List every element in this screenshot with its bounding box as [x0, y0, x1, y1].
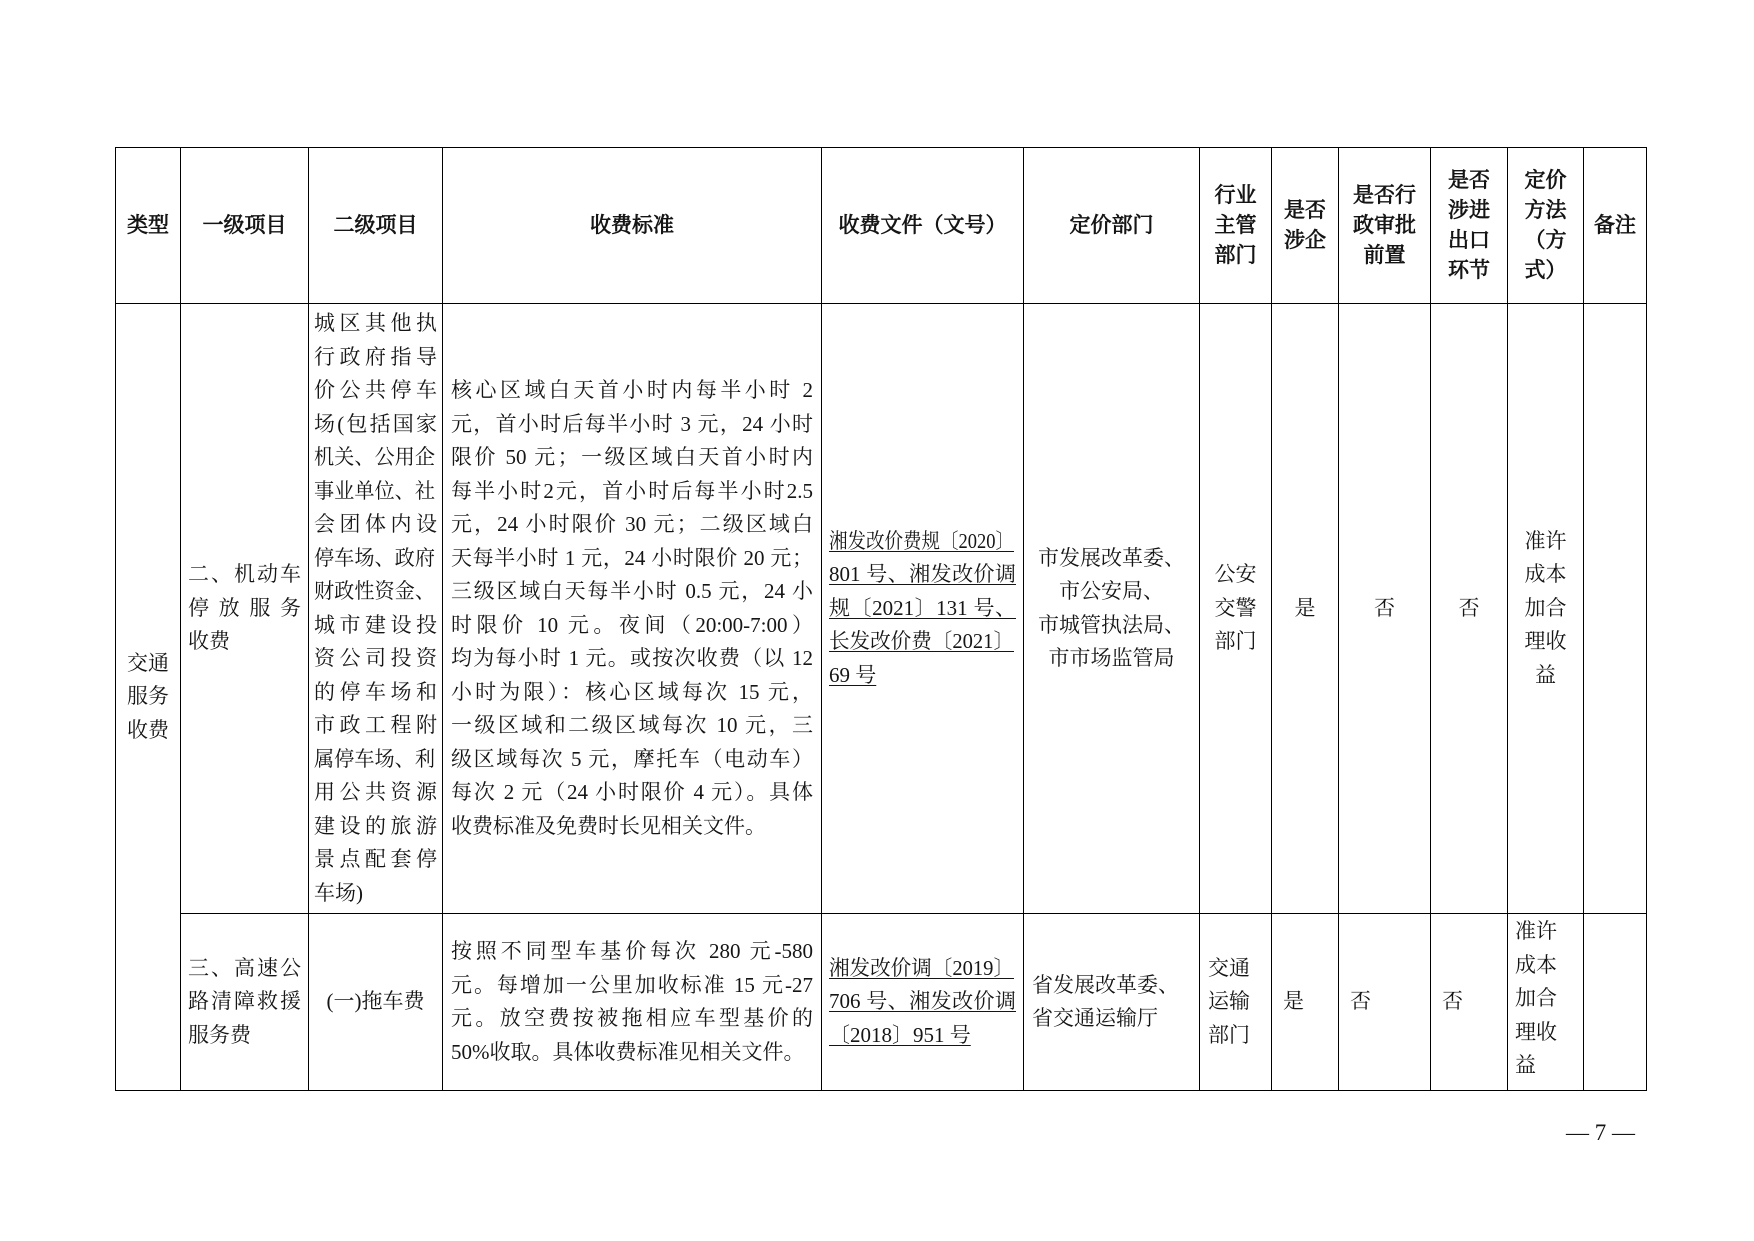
text-line: 市公安局、: [1059, 579, 1164, 603]
text-line: 收费: [127, 717, 169, 742]
text-line: 运输: [1208, 989, 1250, 1014]
text-line: 车场): [314, 880, 363, 905]
header-pricing-method: [1508, 148, 1584, 304]
text-line: 涉进: [1448, 198, 1490, 222]
text-line: 城区其他执: [314, 311, 437, 335]
row2-import-export-cell: [1431, 914, 1508, 1091]
text-line: 市城管执法局、: [1038, 612, 1185, 637]
text-line: 801 号、湘发改价调: [829, 562, 1016, 587]
text-line: 否: [1458, 595, 1480, 620]
text-line: 准许: [1515, 919, 1557, 943]
row2-standard-cell: [443, 914, 822, 1091]
text-line: [829, 952, 1016, 986]
text-line: 涉企: [1284, 228, 1326, 252]
text-line: 限价 50 元；一级区域白天首小时内: [451, 445, 813, 469]
text-line: 出口: [1448, 228, 1490, 252]
text-line: 小时为限）：核心区域每次 15 元，: [451, 679, 813, 704]
text-line: 每次 2 元（24 小时限价 4 元）。具体: [451, 780, 813, 804]
text-line: 市发展改革委、: [1038, 545, 1185, 570]
text-line-fit: 机关、公用企: [314, 445, 435, 469]
header-industry-dept: [1200, 148, 1272, 304]
row2-involves-enterprise-cell: [1272, 914, 1339, 1091]
text-line: 行业: [1214, 183, 1257, 207]
row2-pricing-dept-cell: [1024, 914, 1200, 1091]
text-line-fit: 财政性资金、: [314, 579, 435, 603]
text-line: 理收: [1524, 629, 1567, 654]
text-line-fit: 长发改价费〔2021〕: [829, 629, 1014, 654]
text-line-fit: 湘发改价费规〔2020〕: [829, 528, 1015, 553]
text-line: 公安: [1214, 562, 1257, 587]
text-line: 会团体内设: [314, 512, 437, 536]
text-line: 交通: [127, 650, 169, 675]
text-line: 交通: [1208, 955, 1250, 980]
text-line: 收费标准: [590, 213, 674, 237]
text-line: 一级区域和二级区域每次 10 元，三: [451, 713, 813, 737]
text-line: 交警: [1214, 595, 1257, 620]
text-line: 定价部门: [1069, 213, 1154, 237]
header-admin-approval: [1339, 148, 1431, 304]
text-line: 三、高速公: [188, 955, 301, 980]
row2-admin-approval-cell: [1339, 914, 1431, 1091]
text-line: 加合: [1515, 986, 1557, 1010]
text-line: 停放服务: [188, 595, 301, 620]
header-fee-standard: [443, 148, 822, 304]
text-line: 理收: [1515, 1019, 1557, 1044]
text-line: 元。放空费按被拖相应车型基价的: [451, 1006, 813, 1030]
text-line: 行政府指导: [314, 344, 437, 369]
row1-remarks-cell: [1584, 304, 1647, 914]
row1-standard-cell: [443, 304, 822, 914]
text-line: 政审批: [1353, 213, 1416, 237]
text-line: 用公共资源: [314, 780, 437, 804]
text-line: 备注: [1594, 213, 1636, 237]
header-involves-enterprise: [1272, 148, 1339, 304]
text-line: 是: [1294, 595, 1316, 620]
header-level2-item: [309, 148, 443, 304]
text-line: 部门: [1208, 1022, 1250, 1047]
text-line: 益: [1515, 1053, 1536, 1077]
text-line-fit: 事业单位、社: [314, 478, 435, 503]
text-line: 场(包括国家: [314, 411, 437, 436]
row2-level2-cell: [309, 914, 443, 1091]
text-line: 成本: [1524, 562, 1567, 587]
row2-remarks-cell: [1584, 914, 1647, 1091]
text-line: [314, 475, 437, 509]
text-line: [314, 575, 437, 609]
text-line: 省交通运输厅: [1032, 1006, 1158, 1030]
text-line: 规〔2021〕131 号、: [829, 595, 1016, 620]
text-line: 景点配套停: [314, 847, 437, 871]
text-line: [314, 743, 437, 777]
text-line: [314, 441, 437, 475]
text-line: 价公共停车: [314, 378, 437, 402]
header-remarks: [1584, 148, 1647, 304]
row1-level2-cell: [309, 304, 443, 914]
row1-pricing-dept-cell: [1024, 304, 1200, 914]
text-line: 否: [1374, 595, 1395, 620]
text-line: 均为每小时 1 元。或按次收费（以 12: [451, 646, 813, 670]
text-line: 益: [1535, 662, 1556, 687]
text-line: 市市场监管局: [1048, 646, 1175, 670]
fee-table: [115, 147, 1647, 1091]
text-line-fit: 湘发改价调〔2019〕: [829, 955, 1014, 980]
category-cell: [116, 304, 181, 1091]
text-line: 收费标准及免费时长见相关文件。: [451, 813, 766, 838]
text-line: 式）: [1524, 258, 1567, 282]
header-import-export: [1431, 148, 1508, 304]
text-line: 一级项目: [202, 213, 287, 237]
text-line: 部门: [1214, 629, 1257, 654]
row2-level1-cell: [181, 914, 309, 1091]
row2-industry-dept-cell: [1200, 914, 1272, 1091]
row1-admin-approval-cell: [1339, 304, 1431, 914]
row1-level1-cell: [181, 304, 309, 914]
row1-industry-dept-cell: [1200, 304, 1272, 914]
text-line: 每半小时2元，首小时后每半小时2.5: [451, 478, 813, 503]
page-number: — 7 —: [1566, 1120, 1635, 1145]
text-line: 级区域每次 5 元，摩托车（电动车）: [451, 746, 813, 771]
text-line: 服务费: [188, 1022, 251, 1047]
text-line: 50%收取。具体收费标准见相关文件。: [451, 1039, 805, 1064]
text-line: 〔2018〕951 号: [829, 1022, 971, 1047]
text-line: 服务: [127, 684, 169, 709]
text-line: 元。每增加一公里加收标准 15 元-27: [451, 972, 813, 997]
text-line: [829, 525, 1016, 559]
text-line: 主管: [1214, 213, 1257, 237]
text-line: 收费文件（文号）: [838, 213, 1007, 237]
text-line-fit: 属停车场、利: [314, 746, 435, 771]
text-line: （方: [1524, 228, 1567, 252]
row2-document-cell: [822, 914, 1024, 1091]
text-line: 二级项目: [333, 213, 418, 237]
text-line: (一)拖车费: [326, 989, 425, 1014]
text-line: [314, 542, 437, 576]
text-line: 是否: [1448, 168, 1490, 192]
header-fee-document: [822, 148, 1024, 304]
text-line: 省发展改革委、: [1032, 972, 1179, 997]
text-line: 元，首小时后每半小时 3 元，24 小时: [451, 411, 813, 436]
text-line: 否: [1350, 989, 1371, 1014]
header-type: [116, 148, 181, 304]
row1-document-cell: [822, 304, 1024, 914]
text-line: 加合: [1524, 595, 1567, 620]
text-line: 环节: [1448, 258, 1490, 282]
text-line: 核心区域白天首小时内每半小时 2: [451, 378, 813, 402]
text-line: 类型: [127, 213, 169, 237]
text-line: 市政工程附: [314, 713, 437, 737]
text-line: 三级区域白天每半小时 0.5 元，24 小: [451, 579, 813, 603]
text-line: 的停车场和: [314, 679, 437, 704]
row1-pricing-method-cell: [1508, 304, 1584, 914]
row2-pricing-method-cell: [1508, 914, 1584, 1091]
header-pricing-dept: [1024, 148, 1200, 304]
text-line: 二、机动车: [188, 562, 301, 587]
row1-import-export-cell: [1431, 304, 1508, 914]
text-line: 按照不同型车基价每次 280 元-580: [451, 939, 813, 963]
text-line: 是否: [1284, 198, 1326, 222]
header-level1-item: [181, 148, 309, 304]
text-line: 资公司投资: [314, 646, 437, 670]
row1-involves-enterprise-cell: [1272, 304, 1339, 914]
text-line: 建设的旅游: [314, 813, 437, 838]
text-line: 定价: [1524, 168, 1567, 192]
text-line: 是: [1283, 989, 1304, 1014]
text-line: 天每半小时 1 元，24 小时限价 20 元；: [451, 545, 813, 570]
text-line-fit: 停车场、政府: [314, 545, 435, 570]
text-line: 前置: [1363, 243, 1406, 267]
text-line: 收费: [188, 629, 230, 654]
text-line: 城市建设投: [314, 612, 437, 637]
text-line: 706 号、湘发改价调: [829, 989, 1016, 1014]
text-line: 是否行: [1353, 183, 1416, 207]
text-line: 元，24 小时限价 30 元；二级区域白: [451, 512, 813, 536]
text-line: [829, 625, 1016, 659]
text-line: 路清障救援: [188, 989, 301, 1014]
text-line: 69 号: [829, 662, 877, 687]
text-line: 时限价 10 元。夜间（20:00-7:00）: [451, 612, 813, 637]
text-line: 方法: [1524, 198, 1567, 222]
text-line: 部门: [1214, 243, 1257, 267]
text-line: 准许: [1524, 528, 1567, 553]
text-line: 否: [1442, 989, 1463, 1014]
text-line: 成本: [1515, 952, 1557, 977]
